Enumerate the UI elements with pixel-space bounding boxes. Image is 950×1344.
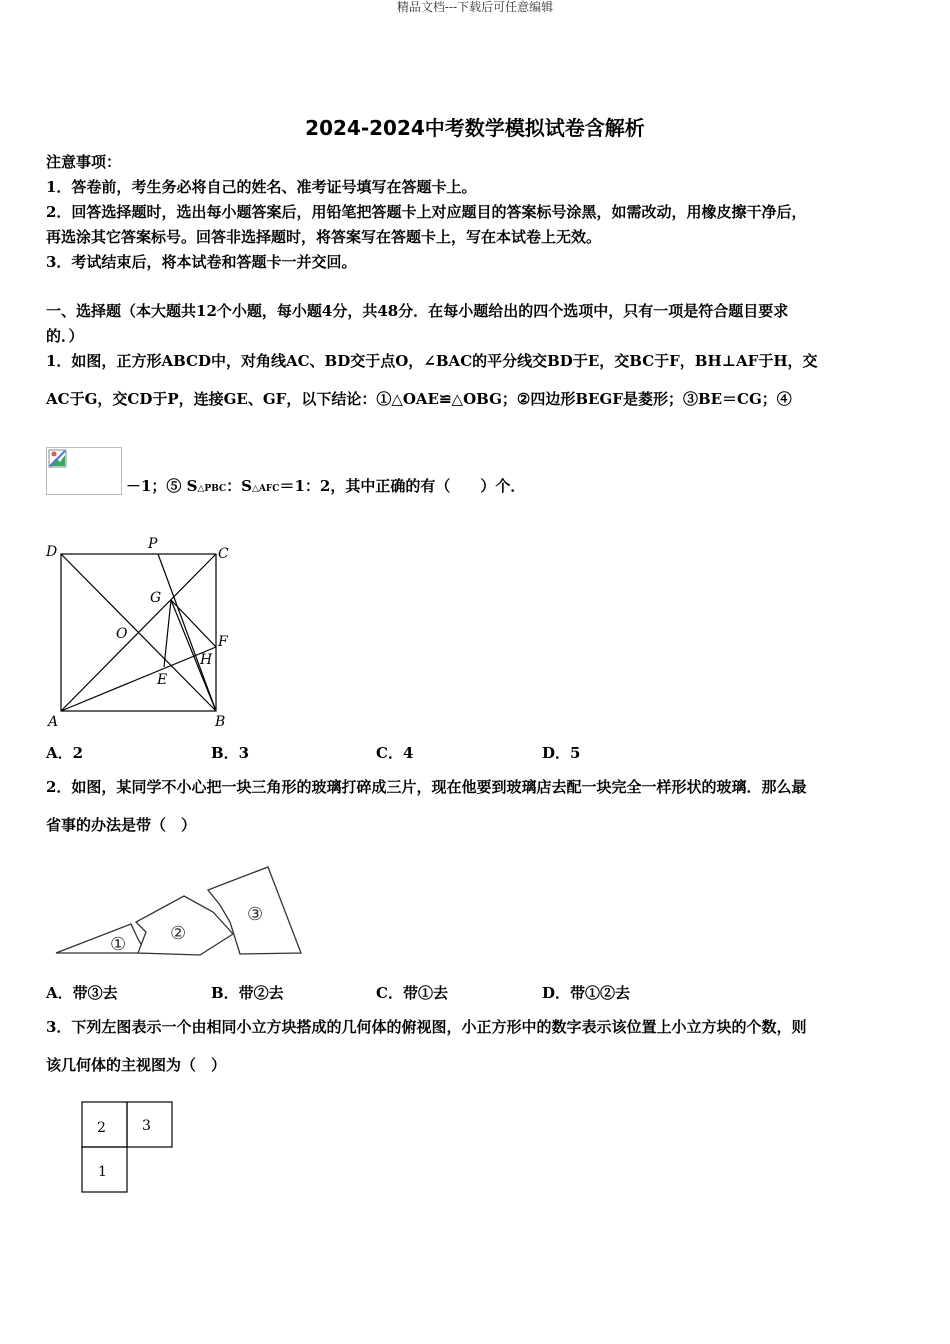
q2-option-c[interactable]: C．带①去 bbox=[376, 984, 448, 1002]
label-h: H bbox=[200, 652, 213, 668]
notice-heading: 注意事项： bbox=[46, 153, 122, 171]
label-a: A bbox=[48, 714, 59, 730]
q1-option-d[interactable]: D．5 bbox=[542, 744, 581, 762]
grid-value: 2 bbox=[97, 1120, 106, 1136]
q1-square-figure bbox=[40, 530, 240, 730]
q1-option-b[interactable]: B．3 bbox=[211, 744, 250, 762]
q2-text-line1: 2．如图，某同学不小心把一块三角形的玻璃打碎成三片，现在他要到玻璃店去配一块完全一样形状的玻璃．那么最 bbox=[46, 778, 807, 796]
notice-item: 2．回答选择题时，选出每小题答案后，用铅笔把答题卡上对应题目的答案标号涂黑，如需改动，用橡皮擦干净后， bbox=[46, 203, 807, 221]
q2-option-d[interactable]: D．带①②去 bbox=[542, 984, 631, 1002]
q1-text-line1: 1．如图，正方形ABCD中，对角线AC、BD交于点O，∠BAC的平分线交BD于E，交BC于F，BH⊥AF于H，交 bbox=[46, 352, 818, 370]
label-d: D bbox=[46, 544, 58, 560]
piece-label-3: ③ bbox=[247, 904, 264, 925]
q3-text-line2: 该几何体的主视图为（ ） bbox=[46, 1056, 227, 1074]
q2-text-line2: 省事的办法是带（ ） bbox=[46, 816, 197, 834]
grid-value: 3 bbox=[142, 1118, 151, 1134]
label-p: P bbox=[148, 536, 158, 552]
bisector-af bbox=[61, 647, 216, 711]
label-o: O bbox=[116, 626, 128, 642]
label-c: C bbox=[218, 546, 229, 562]
q2-option-a[interactable]: A．带③去 bbox=[46, 984, 118, 1002]
label-e: E bbox=[157, 672, 168, 688]
q3-text-line1: 3．下列左图表示一个由相同小立方块搭成的几何体的俯视图，小正方形中的数字表示该位置上小立方块的个数，则 bbox=[46, 1018, 807, 1036]
q1-line3-part-a: －1；⑤ S bbox=[126, 477, 198, 495]
q2-option-b[interactable]: B．带②去 bbox=[211, 984, 284, 1002]
notice-item: 1．答卷前，考生务必将自己的姓名、准考证号填写在答题卡上。 bbox=[46, 178, 477, 196]
q1-option-c[interactable]: C．4 bbox=[376, 744, 414, 762]
q1-subscript-pbc: △PBC bbox=[197, 484, 227, 494]
q1-line3-part-b: ：S bbox=[226, 477, 252, 495]
label-f: F bbox=[218, 634, 228, 650]
grid-value: 1 bbox=[98, 1164, 107, 1180]
notice-item: 3．考试结束后，将本试卷和答题卡一并交回。 bbox=[46, 253, 357, 271]
label-g: G bbox=[150, 590, 162, 606]
q1-line3-part-c: ＝1：2，其中正确的有（ ）个． bbox=[279, 477, 526, 495]
q1-subscript-afc: △AFC bbox=[251, 484, 280, 494]
q3-top-view-grid bbox=[80, 1100, 176, 1196]
page-header-watermark: 精品文档---下载后可任意编辑 bbox=[396, 0, 554, 14]
q1-option-a[interactable]: A．2 bbox=[46, 744, 84, 762]
page-title: 2024-2024中考数学模拟试卷含解析 bbox=[305, 116, 645, 140]
section-heading-cont: 的．） bbox=[46, 327, 84, 345]
q1-text-line3 bbox=[126, 475, 525, 500]
section-heading: 一、选择题（本大题共12个小题，每小题4分，共48分．在每小题给出的四个选项中，只有一项是符合题目要求 bbox=[46, 302, 789, 320]
piece-label-2: ② bbox=[170, 923, 187, 944]
segment-ge bbox=[164, 600, 171, 667]
piece-label-1: ① bbox=[110, 934, 127, 955]
glass-piece-1 bbox=[56, 924, 146, 953]
label-b: B bbox=[215, 714, 226, 730]
q2-broken-glass-figure bbox=[50, 862, 310, 962]
broken-image-icon bbox=[48, 449, 68, 469]
notice-item: 再选涂其它答案标号。回答非选择题时，将答案写在答题卡上，写在本试卷上无效。 bbox=[46, 228, 602, 246]
q1-text-line2: AC于G，交CD于P，连接GE、GF，以下结论：①△OAE≌△OBG；②四边形BEGF是菱形；③BE＝CG；④ bbox=[46, 390, 792, 408]
segment-gf bbox=[171, 600, 216, 647]
broken-image-placeholder bbox=[46, 447, 122, 495]
